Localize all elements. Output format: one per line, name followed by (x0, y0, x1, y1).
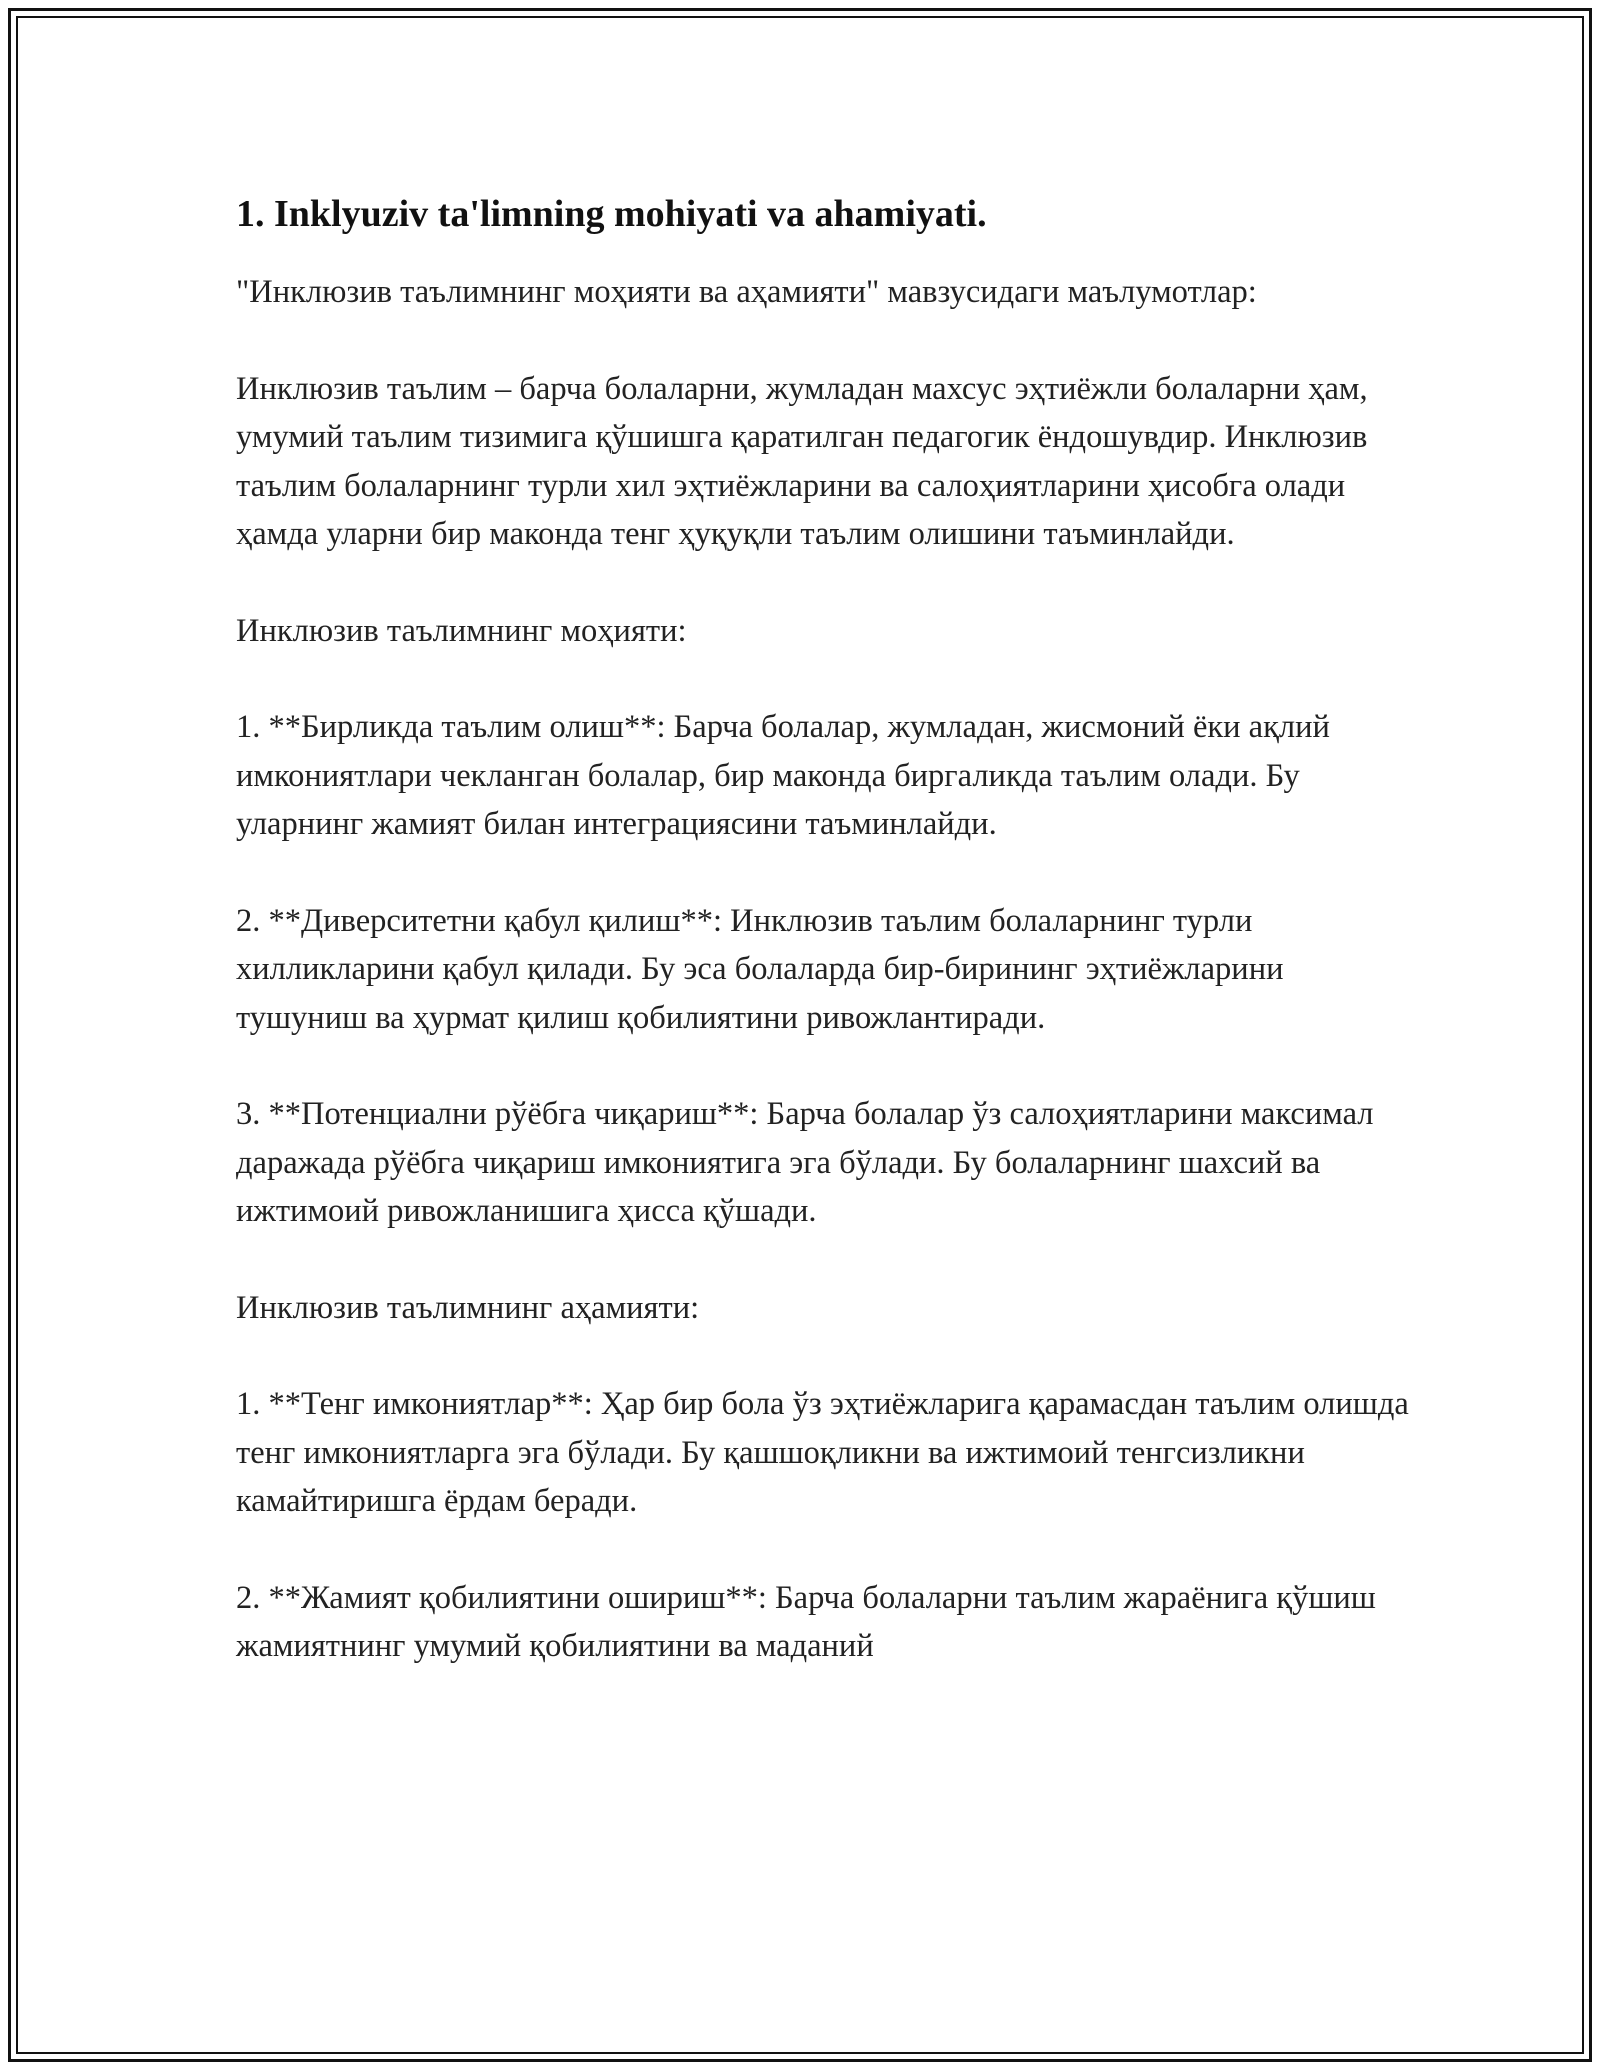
document-body (236, 186, 1416, 1671)
intro-paragraph: "Инклюзив таълимнинг моҳияти ва аҳамияти" мавзусидаги маълумотлар: (236, 274, 1257, 310)
essence-item-1: 1. **Бирликда таълим олиш**: Барча болалар, жумладан, жисмоний ёки ақлий имкониятлари чекланган болалар, бир маконда биргаликда таълим олади. Бу уларнинг жамият билан интеграциясини таъминлайди. (236, 709, 1330, 842)
importance-item-2: 2. **Жамият қобилиятини ошириш**: Барча болаларни таълим жараёнига қўшиш жамиятнинг умумий қобилиятини ва маданий (236, 1579, 1376, 1664)
essence-item-3: 3. **Потенциални рўёбга чиқариш**: Барча болалар ўз салоҳиятларини максимал даражада рўёбга чиқариш имкониятига эга бўлади. Бу болаларнинг шахсий ва ижтимоий ривожланишига ҳисса қўшади. (236, 1096, 1374, 1229)
document-title: 1. Inklyuziv ta'limning mohiyati va ahamiyati. (236, 193, 987, 235)
importance-item-1: 1. **Тенг имкониятлар**: Ҳар бир бола ўз эҳтиёжларига қарамасдан таълим олишда тенг имкониятларга эга бўлади. Бу қашшоқликни ва ижтимоий тенгсизликни камайтиришга ёрдам беради. (236, 1386, 1409, 1519)
importance-heading: Инклюзив таълимнинг аҳамияти: (236, 1289, 700, 1326)
essence-heading: Инклюзив таълимнинг моҳияти: (236, 612, 687, 649)
definition-paragraph: Инклюзив таълим – барча болаларни, жумладан махсус эҳтиёжли болаларни ҳам, умумий таълим тизимига қўшишга қаратилган педагогик ёндошувдир. Инклюзив таълим болаларнинг турли хил эҳтиёжларини ва салоҳиятларини ҳисобга олади ҳамда уларни бир маконда тенг ҳуқуқли таълим олишини таъминлайди. (236, 370, 1368, 552)
essence-item-2: 2. **Диверситетни қабул қилиш**: Инклюзив таълим болаларнинг турли хилликларини қабул қилади. Бу эса болаларда бир-бирининг эҳтиёжларини тушуниш ва ҳурмат қилиш қобилиятини ривожлантиради. (236, 902, 1284, 1036)
